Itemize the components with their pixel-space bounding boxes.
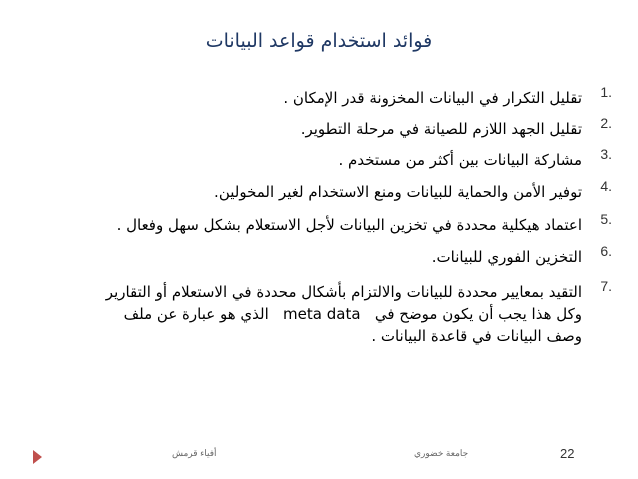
item-text-line: التقيد بمعايير محددة للبيانات والالتزام بأشكال محددة في الاستعلام أو التقارير bbox=[105, 283, 582, 301]
list-item bbox=[30, 115, 620, 143]
item-number: 5. bbox=[600, 211, 612, 227]
list-item bbox=[30, 178, 620, 206]
item-number: 4. bbox=[600, 178, 612, 194]
list-item bbox=[30, 84, 620, 112]
footer-triangle-icon bbox=[33, 450, 42, 464]
item-text: تقليل الجهد اللازم للصيانة في مرحلة التطوير. bbox=[300, 120, 582, 138]
item-number: 1. bbox=[600, 84, 612, 100]
item-number: 7. bbox=[600, 278, 612, 294]
slide-title: فوائد استخدام قواعد البيانات bbox=[205, 30, 433, 52]
list-item bbox=[30, 211, 620, 239]
footer-author: أفياء قرمش bbox=[172, 448, 217, 458]
item-text: مشاركة البيانات بين أكثر من مستخدم . bbox=[338, 151, 582, 169]
item-text-line: وصف البيانات في قاعدة البيانات . bbox=[371, 327, 582, 345]
item-text-line: وكل هذا يجب أن يكون موضح في meta data الذي هو عبارة عن ملف bbox=[123, 305, 582, 323]
item-number: 3. bbox=[600, 146, 612, 162]
item-text: التخزين الفوري للبيانات. bbox=[431, 248, 582, 266]
footer-university: جامعة خضوري bbox=[414, 448, 469, 458]
list-item bbox=[30, 146, 620, 174]
item-number: 2. bbox=[600, 115, 612, 131]
list-item bbox=[30, 243, 620, 271]
item-text: اعتماد هيكلية محددة في تخزين البيانات لأجل الاستعلام بشكل سهل وفعال . bbox=[116, 216, 582, 234]
item-text: توفير الأمن والحماية للبيانات ومنع الاستخدام لغير المخولين. bbox=[214, 183, 582, 201]
list-item bbox=[30, 278, 620, 358]
item-text bbox=[32, 281, 582, 347]
item-number: 6. bbox=[600, 243, 612, 259]
item-text: تقليل التكرار في البيانات المخزونة قدر الإمكان . bbox=[283, 89, 582, 107]
slide-footer bbox=[0, 448, 638, 468]
page-number: 22 bbox=[560, 446, 575, 461]
